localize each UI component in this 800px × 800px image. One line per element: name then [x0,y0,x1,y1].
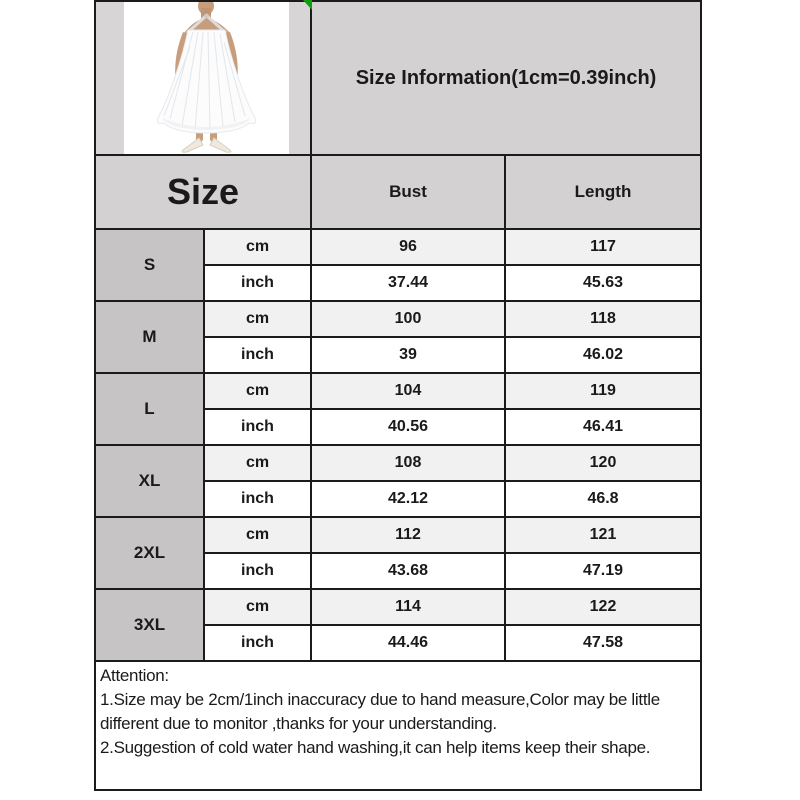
size-label-cell: S [95,229,204,301]
length-value-cell: 47.19 [505,553,701,589]
size-label-cell: 3XL [95,589,204,661]
unit-cell: cm [204,589,311,625]
bust-value-cell: 42.12 [311,481,505,517]
bust-value-cell: 112 [311,517,505,553]
length-column-header: Length [505,155,701,229]
bust-value-cell: 37.44 [311,265,505,301]
unit-cell: inch [204,265,311,301]
length-value-cell: 119 [505,373,701,409]
bust-column-header: Bust [311,155,505,229]
bust-value-cell: 100 [311,301,505,337]
size-info-title: Size Information(1cm=0.39inch) [311,1,701,155]
bust-value-cell: 114 [311,589,505,625]
unit-cell: inch [204,553,311,589]
size-label-cell: M [95,301,204,373]
length-value-cell: 120 [505,445,701,481]
bust-value-cell: 108 [311,445,505,481]
unit-cell: inch [204,409,311,445]
length-value-cell: 47.58 [505,625,701,661]
length-value-cell: 121 [505,517,701,553]
bust-value-cell: 104 [311,373,505,409]
length-value-cell: 122 [505,589,701,625]
unit-cell: inch [204,337,311,373]
length-value-cell: 45.63 [505,265,701,301]
size-chart-table [94,0,702,791]
length-value-cell: 46.02 [505,337,701,373]
unit-cell: cm [204,301,311,337]
size-column-header: Size [95,155,311,229]
size-label-cell: 2XL [95,517,204,589]
length-value-cell: 118 [505,301,701,337]
dress-illustration [124,2,289,154]
size-label-cell: XL [95,445,204,517]
unit-cell: cm [204,445,311,481]
unit-cell: cm [204,229,311,265]
unit-cell: inch [204,625,311,661]
size-label-cell: L [95,373,204,445]
bust-value-cell: 43.68 [311,553,505,589]
attention-line: 2.Suggestion of cold water hand washing,it can help items keep their shape. [100,738,651,757]
unit-cell: cm [204,517,311,553]
unit-cell: cm [204,373,311,409]
attention-cell [95,661,701,790]
bust-value-cell: 39 [311,337,505,373]
bust-value-cell: 44.46 [311,625,505,661]
product-image-cell [95,1,311,155]
bust-value-cell: 96 [311,229,505,265]
attention-line: different due to monitor ,thanks for your understanding. [100,714,497,733]
product-image [124,2,289,154]
length-value-cell: 117 [505,229,701,265]
length-value-cell: 46.8 [505,481,701,517]
attention-line: 1.Size may be 2cm/1inch inaccuracy due to hand measure,Color may be little [100,690,660,709]
attention-heading: Attention: [100,666,169,685]
unit-cell: inch [204,481,311,517]
bust-value-cell: 40.56 [311,409,505,445]
length-value-cell: 46.41 [505,409,701,445]
